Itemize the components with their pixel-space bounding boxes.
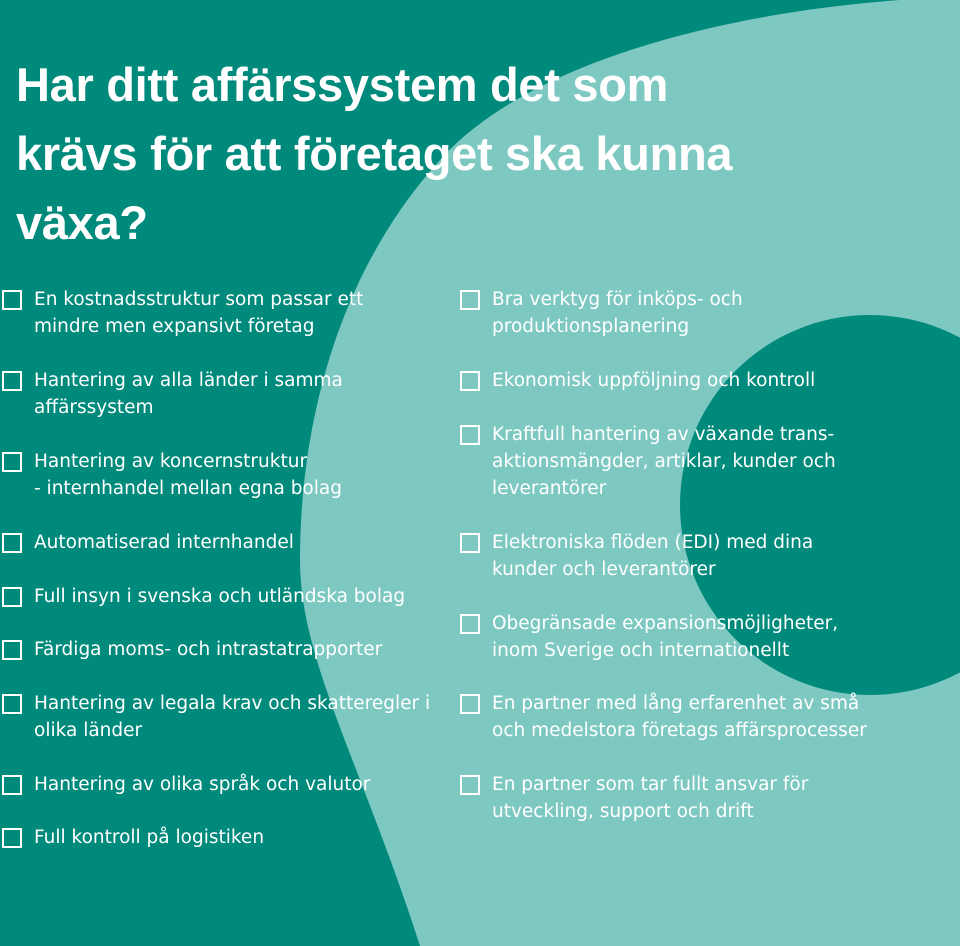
checklist-item[interactable]: [460, 421, 952, 502]
checkbox[interactable]: [2, 587, 22, 607]
checklist-item[interactable]: [2, 529, 434, 556]
checkbox[interactable]: [460, 775, 480, 795]
checklist-item[interactable]: [2, 448, 434, 502]
checklist-item-label: Färdiga moms- och intrastatrapporter: [34, 639, 383, 660]
checklist-item-label: Full kontroll på logistiken: [34, 827, 265, 848]
checklist-item[interactable]: [460, 610, 952, 664]
checklist-item[interactable]: [2, 636, 434, 663]
title-line-2: krävs för att företaget ska kunna: [16, 127, 733, 180]
checkbox[interactable]: [2, 640, 22, 660]
checkbox[interactable]: [460, 694, 480, 714]
checklist-item[interactable]: [460, 529, 952, 583]
checklist-item[interactable]: [460, 367, 952, 394]
checkbox[interactable]: [2, 694, 22, 714]
checkbox[interactable]: [2, 828, 22, 848]
checkbox[interactable]: [460, 425, 480, 445]
checklist-item[interactable]: [2, 286, 434, 340]
checklist-item-label: Elektroniska flöden (EDI) med dina kunder och leverantörer: [492, 532, 814, 580]
checkbox[interactable]: [2, 452, 22, 472]
checklist-item[interactable]: [2, 583, 434, 610]
checklist-item-label: Obegränsade expansionsmöjligheter, inom Sverige och internationellt: [492, 613, 839, 661]
checkbox[interactable]: [2, 533, 22, 553]
checkbox[interactable]: [2, 371, 22, 391]
checkbox[interactable]: [2, 290, 22, 310]
checklist-item-label: En partner med lång erfarenhet av små och medelstora företags affärsprocesser: [492, 693, 867, 741]
title-line-3: växa?: [16, 196, 148, 249]
checklist-item[interactable]: [2, 690, 434, 744]
checklist-item-label: Bra verktyg för inköps- och produktionsplanering: [492, 289, 743, 337]
checklist-item[interactable]: [460, 286, 952, 340]
checklist-item-label: Hantering av koncernstruktur - internhandel mellan egna bolag: [34, 451, 342, 499]
checklist-item-label: Ekonomisk uppföljning och kontroll: [492, 370, 816, 391]
checklist-item-label: Hantering av alla länder i samma affärssystem: [34, 370, 343, 418]
checklist-item-label: Full insyn i svenska och utländska bolag: [34, 586, 406, 607]
checklist-item-label: En partner som tar fullt ansvar för utveckling, support och drift: [492, 774, 809, 822]
title-line-1: Har ditt affärssystem det som: [16, 58, 669, 111]
checkbox[interactable]: [460, 533, 480, 553]
checkbox[interactable]: [460, 290, 480, 310]
checklist-item-label: Kraftfull hantering av växande trans- aktionsmängder, artiklar, kunder och leverantörer: [492, 424, 836, 499]
checklist-item[interactable]: [2, 367, 434, 421]
checklist-item[interactable]: [460, 690, 952, 744]
checkbox[interactable]: [2, 775, 22, 795]
checklist-item-label: Automatiserad internhandel: [34, 532, 294, 553]
checklist-item-label: En kostnadsstruktur som passar ett mindre men expansivt företag: [34, 289, 364, 337]
checklist-item[interactable]: [2, 771, 434, 798]
checklist-item-label: Hantering av olika språk och valutor: [34, 774, 371, 795]
page-title: [16, 50, 876, 257]
checklist-item[interactable]: [460, 771, 952, 825]
checkbox[interactable]: [460, 371, 480, 391]
checkbox[interactable]: [460, 614, 480, 634]
checklist-item[interactable]: [2, 824, 434, 851]
checklist-item-label: Hantering av legala krav och skatteregler i olika länder: [34, 693, 431, 741]
